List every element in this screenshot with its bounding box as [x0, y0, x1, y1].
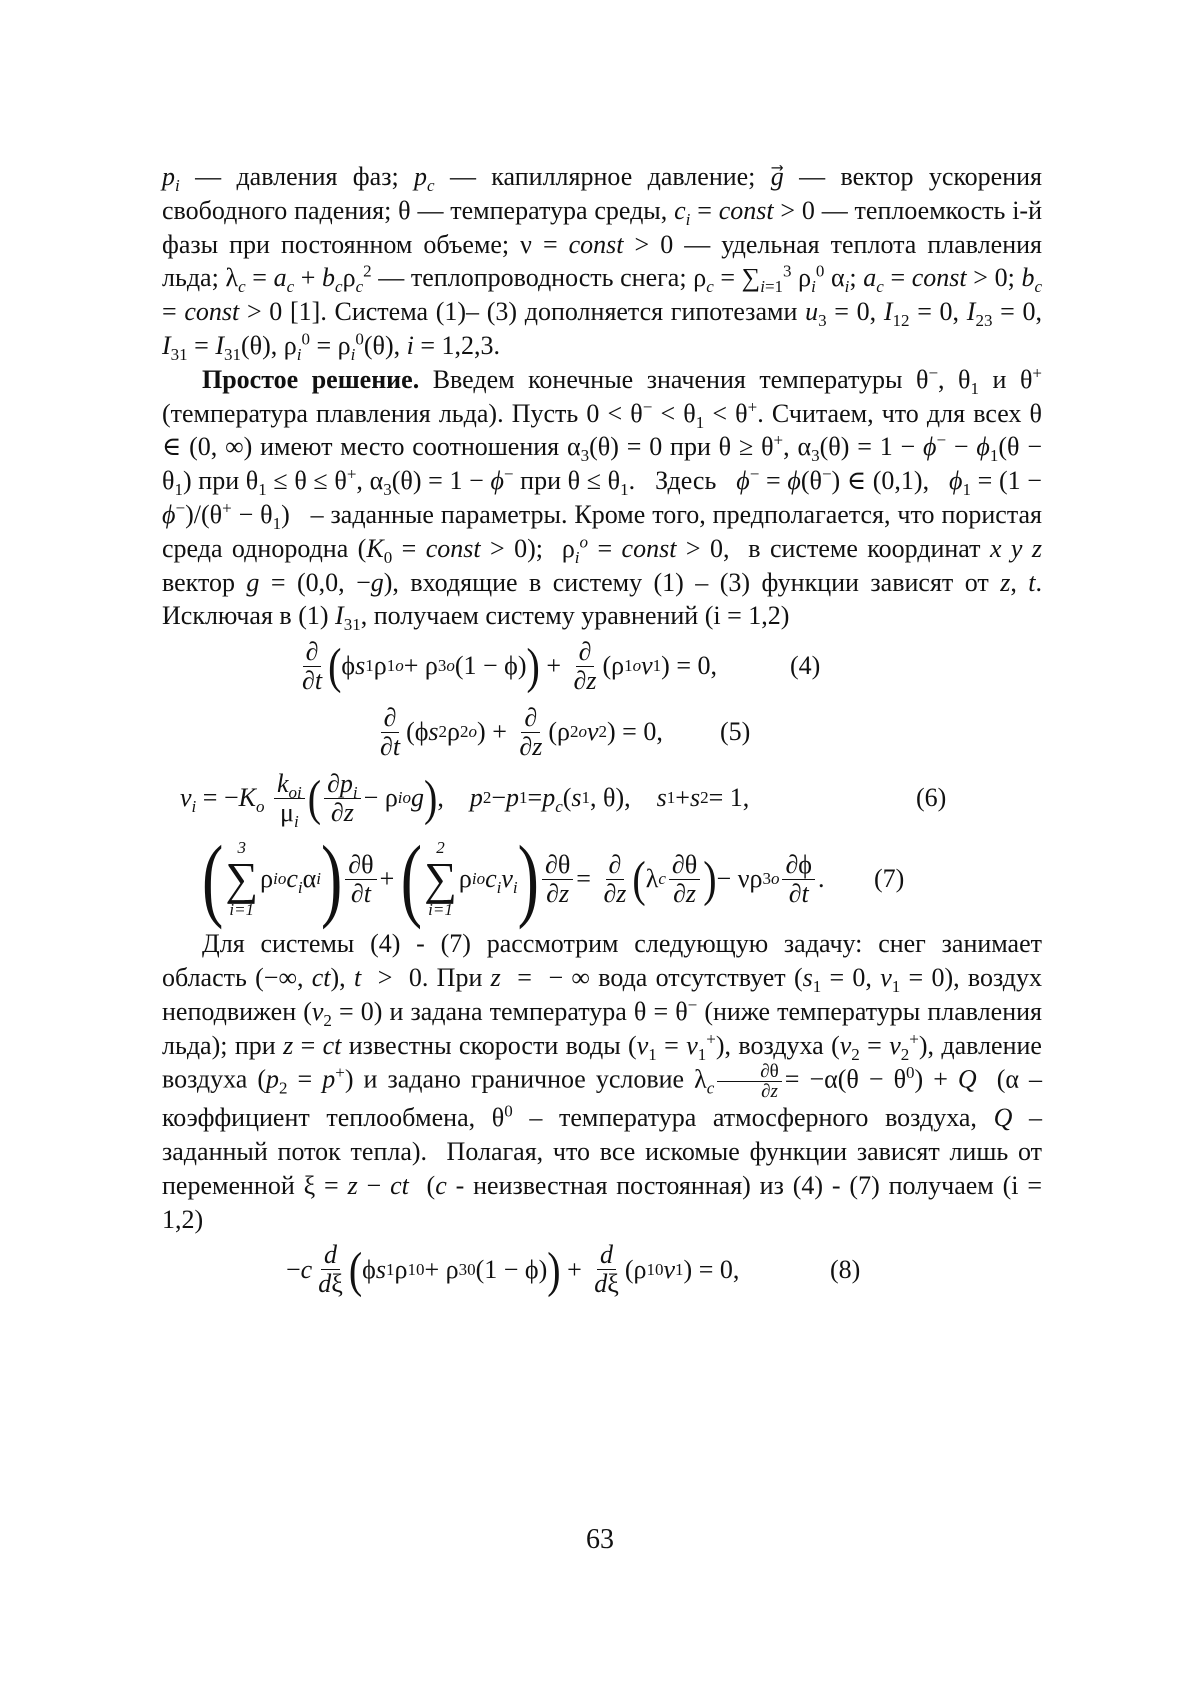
- paragraph-2: Простое решение. Введем конечные значения температуры θ−, $\theta_1$ и θ+ (температура плавления льда). Пусть $0 < \theta^- < \theta_1 < \theta^+$. Считаем, что для всех θ ∈ (0, ∞) имеют место соотношения $\alpha_3(\theta) = 0$ при θ ≥ θ+, $\alpha_3(\theta) = 1 - \phi^- - \phi_1(\theta - \theta_1)$ при $\theta_1 \le \theta \le \theta^+$, $\alpha_3(\theta) = 1 - \phi^-$ при $\theta \le \theta_1$. Здесь ϕ− = ϕ(θ−) ∈ (0,1), $\phi_1 = (1 - \phi^-)/(\theta^+ - \theta_1)$ – заданные параметры. Кроме того, предполагается, что пористая среда однородна ($K_0$ = const > 0); $\rho_i^o$ = const > 0, в системе координат x y z вектор g = (0,0, −g), входящие в систему (1) – (3) функции зависят от z, t. Исключая в (1) $I_{31}$, получаем систему уравнений (i = 1,2): [162, 363, 1043, 635]
- equation-number: (5): [720, 717, 751, 747]
- document-body: [162, 160, 1042, 1303]
- equation-number: (7): [874, 864, 905, 894]
- equation-number: (6): [916, 783, 947, 813]
- equation-6: $v_i$ = − $K_o$ $\frac{k_{oi}}{\mu_i}$ ( $\frac{\partial p_i}{\partial z}$ − ρ i o g ) , p 2 − p 1 = $p_c$ ( s 1 , θ), s 1 + s 2 = 1, (6): [162, 765, 1042, 831]
- equation-number: (4): [790, 651, 821, 681]
- page-number: 63: [586, 1524, 614, 1555]
- equation-number: (8): [830, 1254, 861, 1284]
- paragraph-3: Для системы (4) - (7) рассмотрим следующую задачу: снег занимает область (−∞, ct), t > 0. При z = − ∞ вода отсутствует ($s_1 = 0$, $v_1 = 0$), воздух неподвижен $(v_2 = 0)$ и задана температура θ = θ− (ниже температуры плавления льда); при z = ct известны скорости воды $(v_1 = v_1^+)$, воздуха $(v_2 = v_2^+)$, давление воздуха $(p_2 = p^+)$ и задано граничное условие $\lambda_c$ $\frac{\partial\theta}{\partial z}$ = $-\alpha(\theta - \theta^0) + Q$ (α – коэффициент теплообмена, $\theta^0$ – температура атмосферного воздуха, Q – заданный поток тепла). Полагая, что все искомые функции зависят лишь от переменной ξ = z − ct (c - неизвестная постоянная) из (4) - (7) получаем (i = 1,2): [162, 929, 1043, 1234]
- section-title: Простое решение.: [202, 364, 420, 394]
- paragraph-1: $p_i$ — давления фаз; $p_c$ — капиллярное давление; g⃗ — вектор ускорения свободного падения; θ — температура среды, $c_i$ = const > 0 — теплоемкость i-й фазы при постоянном объеме; ν = const > 0 — удельная теплота плавления льда; $\lambda_c = a_c + b_c\rho_c^2$ — теплопроводность снега; $\rho_c = \sum_{i=1}^3$ $\rho_i^0$ $\alpha_i$; $a_c$ = const > 0; $b_c$ = const > 0 [1]. Система (1)– (3) дополняется гипотезами $u_3 = 0$, $I_{12} = 0$, $I_{23} = 0$, $I_{31} = I_{31}(\theta)$, $\rho_i^0 = \rho_i^0(\theta)$, i = 1,2,3.: [162, 162, 1043, 365]
- equation-7: ( 3 ∑ i=1 ρ i o $c_i$ α i ) $\frac{\partial\theta}{\partial t}$ + ( 2 ∑ i=1 ρ i o $c_iv_i$ ) $\frac{\partial\theta}{\partial z}$ = $\frac{\partial}{\partial z}$ ( λ c $\frac{\partial\theta}{\partial z}$ ) − νρ 3 o $\frac{\partial\phi}{\partial t}$ . (7): [202, 826, 905, 930]
- equation-8: − c $\frac{d}{d\xi}$ ( ϕ s 1 ρ 1 0 + ρ 3 0 (1 − ϕ) ) + $\frac{d}{d\xi}$ (ρ 1 0 v 1 ) = 0, (8): [162, 1237, 1042, 1303]
- equation-5: $\frac{\partial}{\partial t}$ (ϕ s 2 ρ 2 o ) + $\frac{\partial}{\partial z}$ (ρ 2 o v 2 ) = 0, (5): [162, 699, 1042, 765]
- equation-4: $\frac{\partial}{\partial t}$ ( ϕ s 1 ρ 1 o + ρ 3 o (1 − ϕ) ) + $\frac{\partial}{\partial z}$ (ρ 1 o v 1 ) = 0, (4): [162, 633, 1042, 699]
